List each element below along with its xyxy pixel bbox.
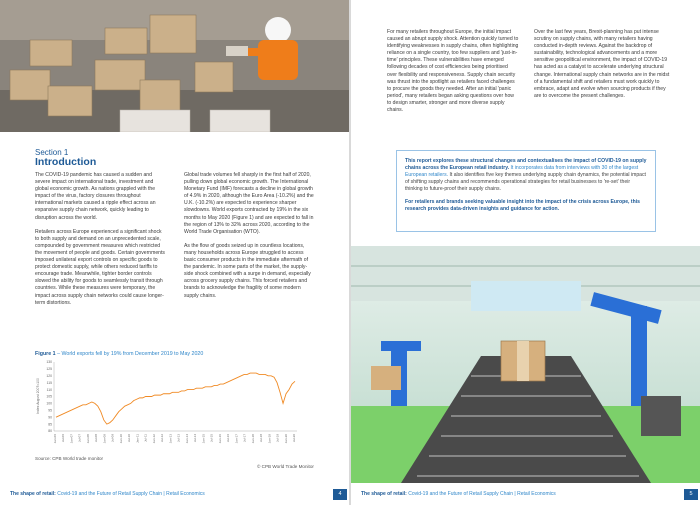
- series-line: [56, 373, 295, 424]
- right-column-1: [387, 29, 519, 121]
- x-tick-label: Jul-15: [209, 434, 214, 443]
- x-tick-label: Jan-07: [69, 434, 74, 444]
- paragraph: As the flow of goods seized up in countless locations, many households across Europe struggled to access basic consumer products in the immediate aftermath of the pandemic. In some parts of the market, the supply-side shock combined with a surge in demand, especially across grocery supply chains. This forced retailers and brands to acknowledge the fragility of some modern supply chains.: [184, 242, 311, 299]
- paragraph: Over the last few years, Brexit-planning has put intense scrutiny on supply chains, with many retailers having conducted in-depth reviews. Against the backdrop of sustainability, technological advancements and a more sensitive geopolitical environment, the impact of COVID-19 has acted as a catalyst to accelerate underlying structural change. International supply chain networks are in the midst of a fundamental shift and retailers must work quickly to embrace, adapt and evolve when sourcing products if they are to overcome the present challenges.: [534, 29, 670, 99]
- y-tick-label: 95: [48, 408, 52, 413]
- paragraph: Global trade volumes fell sharply in the first half of 2020, pulling down global economic growth. The International Monetary Fund (IMF) forecasts a decline in global growth of 4.9% in 2020, although the Euro Area (-10.2%) and the U.K. (-10.2%) are expected to experience sharper slowdowns. World exports contracted by 19% in the six months to May 2020 (Figure 1) and are expected to fall in the region of 13% to 32% across 2020, according to the World Trade Organisation (WTO).: [184, 172, 314, 235]
- x-tick-label: Jul-09: [110, 434, 115, 443]
- x-tick-label: Jul-18: [259, 434, 264, 443]
- y-axis-label: Index August 2007=100: [36, 378, 40, 414]
- x-tick-label: Jul-14: [193, 434, 198, 443]
- x-tick-label: Jan-12: [151, 434, 156, 444]
- section-title: Introduction: [35, 156, 97, 168]
- y-tick-label: 80: [48, 429, 52, 434]
- y-tick-label: 110: [46, 387, 52, 392]
- x-tick-label: Jan-15: [201, 434, 206, 444]
- y-tick-label: 115: [46, 380, 52, 385]
- x-tick-label: Jan-16: [217, 434, 222, 444]
- footer: [351, 483, 700, 505]
- footer-text: [10, 491, 205, 497]
- x-tick-label: Jan-19: [267, 434, 272, 444]
- x-tick-label: Jan-10: [118, 434, 123, 444]
- y-tick-label: 85: [48, 422, 52, 427]
- x-tick-label: Jan-17: [234, 434, 239, 444]
- section-label: Section 1: [35, 148, 69, 157]
- paragraph: Retailers across Europe experienced a significant shock to both supply and demand on an unprecedented scale, compounded by government measures which restricted the movement of people and goods. Certain governments imposed unilateral export controls on specific goods to protect domestic supply, while others reduced tariffs to encourage trade. Meanwhile, tighter border controls slowed the ability for goods to seamlessly transit through countries. While these measures were temporary, the impact across supply chain networks could cause longer-term distortions.: [35, 228, 165, 306]
- callout-paragraph-1: This report explores these structural changes and contextualises the impact of COVID-19 on supply chains across the European retail industry. It incorporates data from interviews with 30 of the largest European retailers. It also identifies five key themes underlying supply chain dynamics, the potential impact of shifting supply chains and recommends operational strategies for retail businesses to 're-set' their thinking to future-proof their supply chains.: [405, 158, 647, 192]
- x-tick-label: Jan-18: [250, 434, 255, 444]
- footer-text: [361, 491, 556, 497]
- x-tick-label: Jan-20: [283, 434, 288, 444]
- x-tick-label: Jul-19: [275, 434, 280, 443]
- x-tick-label: Jul-17: [242, 434, 247, 443]
- right-column-2: [534, 29, 674, 107]
- x-tick-label: Jan-14: [184, 434, 189, 444]
- x-tick-label: Jul-11: [143, 434, 148, 442]
- intro-column-2: [184, 172, 316, 307]
- figure-title: – World exports fell by 19% from December 2019 to May 2020: [55, 351, 204, 357]
- x-tick-label: Jul-06: [61, 434, 66, 443]
- warehouse-photo: [0, 0, 349, 132]
- page-number: 4: [333, 489, 347, 500]
- y-tick-label: 130: [46, 360, 52, 365]
- paragraph: For many retailers throughout Europe, the initial impact caused an abrupt supply shock. Attention quickly turned to identifying weaknesses in supply chains, often highlighting reliance on a single country, too few suppliers and 'just-in-time' principles. These vulnerabilities have emerged following decades of cost efficiencies being prioritised over flexibility and responsiveness. Supply chain security was thrust into the spotlight as retailers faced challenges to procure the goods they needed. After an initial 'panic period', many retailers began asking questions over how to design smarter, stronger and more diverse supply chains.: [387, 29, 519, 114]
- x-tick-label: Jan-11: [135, 434, 140, 443]
- x-tick-label: Jul-08: [94, 434, 99, 443]
- x-tick-label: Jul-10: [127, 434, 132, 443]
- world-exports-line-chart: [35, 356, 300, 451]
- figure-label: Figure 1: [35, 351, 56, 357]
- left-page: [0, 0, 349, 505]
- footer-bold: The shape of retail:: [361, 491, 407, 497]
- y-tick-label: 105: [46, 394, 52, 399]
- y-tick-label: 90: [48, 415, 52, 420]
- chart-credit: © CPB World Trade Monitor: [257, 464, 314, 469]
- paragraph: The COVID-19 pandemic has caused a sudden and severe impact on international trade, investment and global economic growth. As nations grappled with the impact of the virus, factory closures throughout international markets caused a ripple effect across an expansive supply chain network, quickly leading to disruption across the world.: [35, 172, 156, 221]
- footer-bold: The shape of retail:: [10, 491, 56, 497]
- intro-column-1: [35, 172, 167, 314]
- right-page: [351, 0, 700, 505]
- x-tick-label: Jan-06: [53, 434, 57, 444]
- callout-box: [396, 150, 656, 232]
- x-tick-label: Jul-12: [160, 434, 165, 443]
- factory-conveyor-photo: [351, 246, 700, 483]
- footer-rest: Covid-19 and the Future of Retail Supply Chain | Retail Economics: [406, 491, 556, 497]
- x-tick-label: Jan-08: [85, 434, 90, 444]
- chart-source: Source: CPB World trade monitor: [35, 456, 104, 461]
- x-tick-label: Jul-16: [226, 434, 231, 443]
- page-number: 5: [684, 489, 698, 500]
- y-tick-label: 100: [46, 401, 52, 406]
- footer: [0, 483, 349, 505]
- x-tick-label: Jan-13: [168, 434, 173, 444]
- y-tick-label: 125: [46, 367, 52, 372]
- y-tick-label: 120: [46, 374, 52, 378]
- footer-rest: Covid-19 and the Future of Retail Supply Chain | Retail Economics: [55, 491, 205, 497]
- x-tick-label: Jul-20: [292, 434, 296, 443]
- x-tick-label: Jul-07: [77, 434, 82, 443]
- x-tick-label: Jan-09: [102, 434, 107, 444]
- x-tick-label: Jul-13: [176, 434, 181, 443]
- callout-paragraph-2: For retailers and brands seeking valuable insight into the impact of the crisis across Europe, this research provides data-driven insights and guidance for action.: [405, 199, 640, 212]
